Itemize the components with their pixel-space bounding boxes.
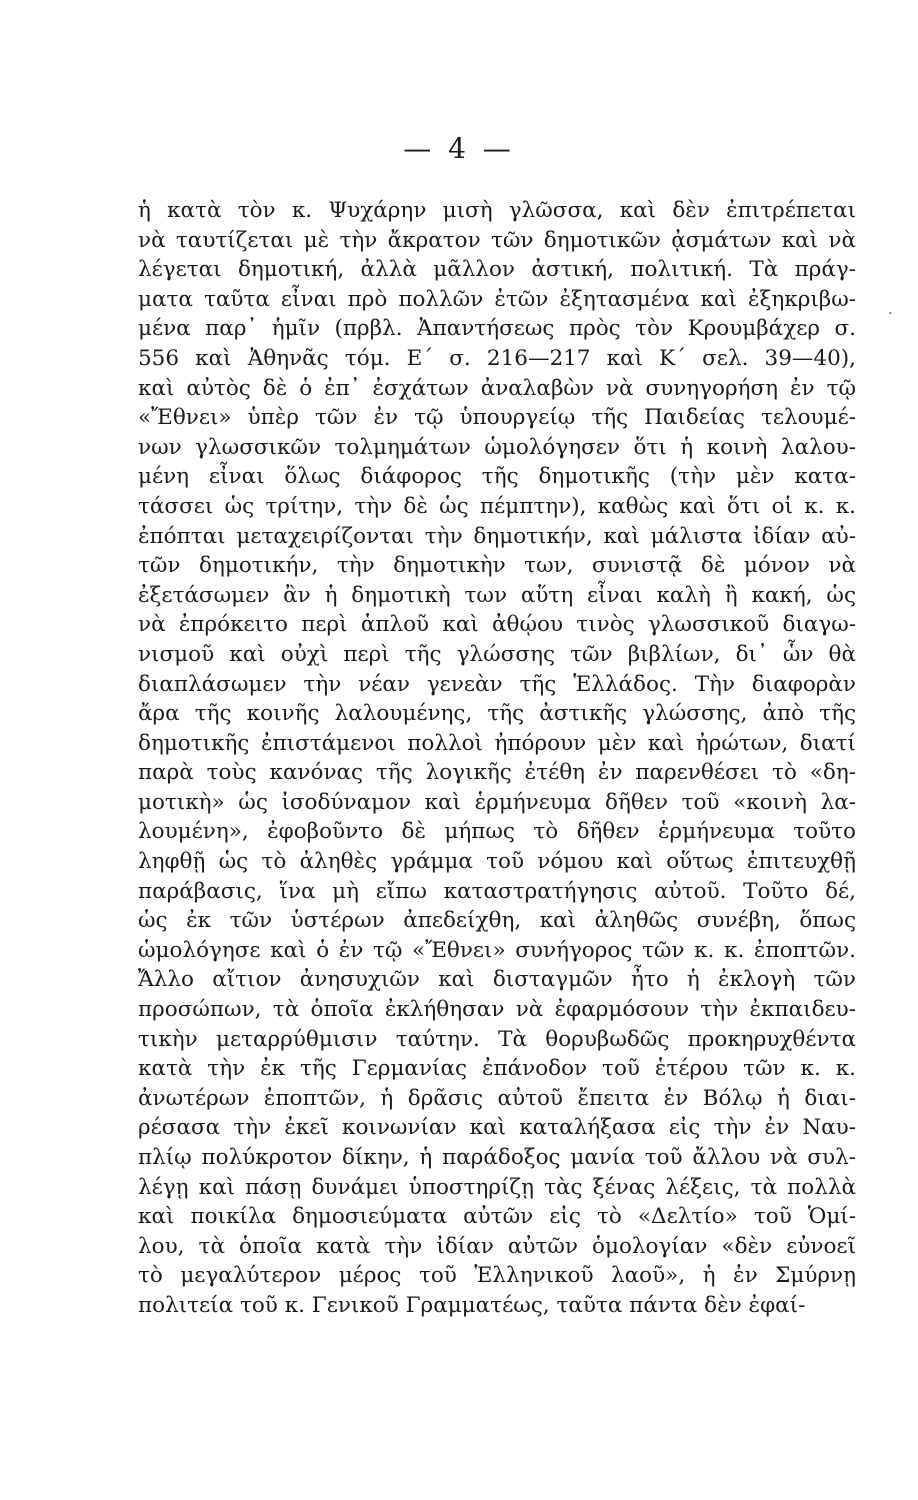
text-line: προσώπων, τὰ ὁποῖα ἐκλήθησαν νὰ ἐφαρμόσουν τὴν ἐκπαιδευ- — [138, 997, 856, 1023]
text-line: παρὰ τοὺς κανόνας τῆς λογικῆς ἐτέθη ἐν παρενθέσει τὸ «δη- — [138, 760, 856, 786]
text-line: λου, τὰ ὁποῖα κατὰ τὴν ἰδίαν αὐτῶν ὁμολογίαν «δὲν εὐνοεῖ — [138, 1233, 856, 1259]
text-line: ληφθῇ ὡς τὸ ἀληθὲς γράμμα τοῦ νόμου καὶ οὕτως ἐπιτευχθῇ — [138, 849, 856, 875]
text-line: λέγῃ καὶ πάσῃ δυνάμει ὑποστηρίζῃ τὰς ξένας λέξεις, τὰ πολλὰ — [138, 1174, 856, 1200]
text-line: κατὰ τὴν ἐκ τῆς Γερμανίας ἐπάνοδον τοῦ ἑτέρου τῶν κ. κ. — [138, 1056, 856, 1082]
text-line: τικὴν μεταρρύθμισιν ταύτην. Τὰ θορυβωδῶς προκηρυχθέντα — [138, 1026, 856, 1052]
text-line: Ἄλλο αἴτιον ἀνησυχιῶν καὶ δισταγμῶν ἦτο ἡ ἐκλογὴ τῶν — [138, 967, 856, 993]
text-line: ἡ κατὰ τὸν κ. Ψυχάρην μισὴ γλῶσσα, καὶ δὲν ἐπιτρέπεται — [138, 198, 856, 223]
text-line: διαπλάσωμεν τὴν νέαν γενεὰν τῆς Ἑλλάδος. Τὴν διαφορὰν — [138, 671, 856, 697]
text-line: νων γλωσσικῶν τολμημάτων ὡμολόγησεν ὅτι ἡ κοινὴ λαλου- — [138, 434, 856, 460]
text-line: παράβασις, ἵνα μὴ εἴπω καταστρατήγησις αὐτοῦ. Τοῦτο δέ, — [138, 878, 856, 904]
margin-mark: . — [888, 302, 893, 318]
text-line: 556 καὶ Ἀθηνᾶς τόμ. Ε΄ σ. 216—217 καὶ Κ΄ σελ. 39—40), — [138, 345, 856, 371]
text-line: πολιτεία τοῦ κ. Γενικοῦ Γραμματέως, ταῦτα πάντα δὲν ἐφαί- — [138, 1292, 806, 1318]
text-line: ὡς ἐκ τῶν ὑστέρων ἀπεδείχθη, καὶ ἀληθῶς συνέβη, ὅπως — [138, 908, 856, 934]
text-line: καὶ ποικίλα δημοσιεύματα αὐτῶν εἰς τὸ «Δελτίο» τοῦ Ὁμί- — [138, 1204, 856, 1230]
text-line: τάσσει ὡς τρίτην, τὴν δὲ ὡς πέμπτην), καθὼς καὶ ὅτι οἱ κ. κ. — [138, 493, 856, 519]
text-line: τῶν δημοτικήν, τὴν δημοτικὴν των, συνιστᾷ δὲ μόνον νὰ — [138, 553, 856, 579]
text-line: ρέσασα τὴν ἐκεῖ κοινωνίαν καὶ καταλήξασα εἰς τὴν ἐν Ναυ- — [138, 1115, 856, 1141]
text-line: νισμοῦ καὶ οὐχὶ περὶ τῆς γλώσσης τῶν βιβλίων, δι᾽ ὧν θὰ — [138, 641, 856, 667]
text-line: ματα ταῦτα εἶναι πρὸ πολλῶν ἐτῶν ἐξητασμένα καὶ ἐξηκριβω- — [138, 286, 856, 312]
text-line: μένα παρ᾽ ἡμῖν (πρβλ. Ἀπαντήσεως πρὸς τὸν Κρουμβάχερ σ. — [138, 316, 856, 342]
text-line: λουμένη», ἐφοβοῦντο δὲ μήπως τὸ δῆθεν ἑρμήνευμα τοῦτο — [138, 819, 856, 845]
text-line: «Ἔθνει» ὑπὲρ τῶν ἐν τῷ ὑπουργείῳ τῆς Παιδείας τελουμέ- — [138, 405, 856, 431]
text-line: ἀνωτέρων ἐποπτῶν, ἡ δρᾶσις αὐτοῦ ἔπειτα ἐν Βόλῳ ἡ διαι- — [138, 1085, 856, 1111]
text-line: πλίῳ πολύκροτον δίκην, ἡ παράδοξος μανία τοῦ ἄλλου νὰ συλ- — [138, 1145, 856, 1170]
text-line: ὡμολόγησε καὶ ὁ ἐν τῷ «Ἔθνει» συνήγορος τῶν κ. κ. ἐποπτῶν. — [138, 937, 856, 963]
text-line: μοτικὴ» ὡς ἰσοδύναμον καὶ ἑρμήνευμα δῆθεν τοῦ «κοινὴ λα- — [138, 789, 856, 815]
text-line: τὸ μεγαλύτερον μέρος τοῦ Ἑλληνικοῦ λαοῦ», ἡ ἐν Σμύρνῃ — [138, 1263, 856, 1289]
text-line: νὰ ἐπρόκειτο περὶ ἁπλοῦ καὶ ἀθῴου τινὸς γλωσσικοῦ διαγω- — [138, 612, 856, 638]
text-line: λέγεται δημοτική, ἀλλὰ μᾶλλον ἀστική, πολιτική. Τὰ πράγ- — [138, 257, 856, 283]
body-text — [138, 196, 856, 1321]
text-line: νὰ ταυτίζεται μὲ τὴν ἄκρατον τῶν δημοτικῶν ᾀσμάτων καὶ νὰ — [138, 227, 856, 253]
text-line: ἄρα τῆς κοινῆς λαλουμένης, τῆς ἀστικῆς γλώσσης, ἀπὸ τῆς — [138, 701, 856, 727]
page-number: — 4 — — [403, 132, 515, 165]
text-line: δημοτικῆς ἐπιστάμενοι πολλοὶ ἠπόρουν μὲν καὶ ἠρώτων, διατί — [138, 730, 856, 756]
text-line: ἐπόπται μεταχειρίζονται τὴν δημοτικήν, καὶ μάλιστα ἰδίαν αὐ- — [138, 523, 856, 549]
text-line: καὶ αὐτὸς δὲ ὁ ἐπ᾽ ἐσχάτων ἀναλαβὼν νὰ συνηγορήση ἐν τῷ — [138, 375, 856, 401]
text-line: ἐξετάσωμεν ἂν ἡ δημοτικὴ των αὕτη εἶναι καλὴ ἢ κακή, ὡς — [138, 582, 856, 608]
text-line: μένη εἶναι ὅλως διάφορος τῆς δημοτικῆς (τὴν μὲν κατα- — [138, 464, 856, 490]
